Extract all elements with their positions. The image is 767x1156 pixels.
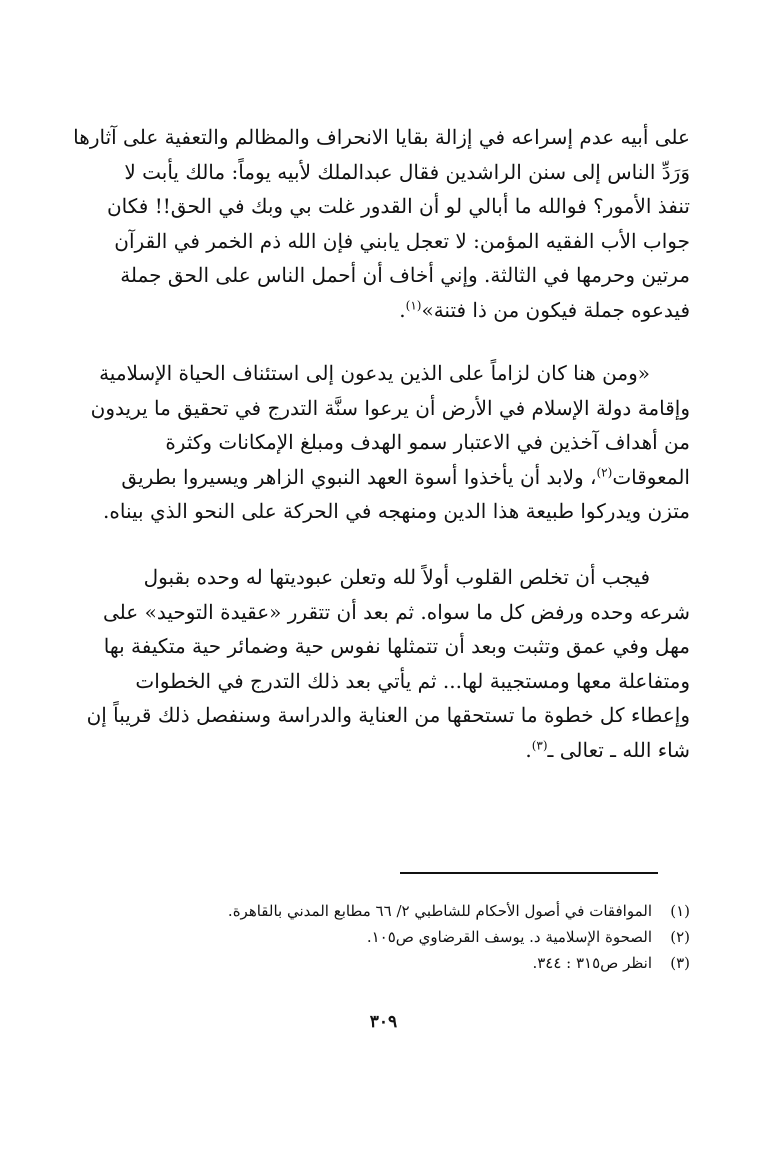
- paragraph-3: [72, 560, 690, 768]
- paragraph-1: [72, 120, 690, 328]
- footnote-ref-2: (٢): [596, 465, 613, 480]
- text-line-last: [72, 733, 690, 768]
- footnote-ref-3: (٣): [531, 738, 548, 753]
- line-rest: ، ولابد أن يأخذوا أسوة العهد النبوي الزاهر ويسيروا بطريق: [121, 464, 597, 489]
- text-line: متزن ويدركوا طبيعة هذا الدين ومنهجه في الحركة على النحو الذي بيناه.: [103, 499, 690, 524]
- text-line: مرتين وحرمها في الثالثة. وإني أخاف أن أحمل الناس على الحق جملة: [120, 263, 690, 288]
- text-line: وإقامة دولة الإسلام في الأرض أن يرعوا سنَّة التدرج في تحقيق ما يريدون: [90, 395, 690, 420]
- text-line: فيجب أن تخلص القلوب أولاً لله وتعلن عبوديتها له وحده بقبول: [143, 565, 650, 589]
- footnote-text: انظر ص٣١٥ : ٣٤٤.: [532, 954, 652, 972]
- footnote-3: [160, 950, 690, 976]
- line-text: شاء الله ـ تعالى ـ: [547, 737, 690, 762]
- footnote-divider: [400, 872, 658, 874]
- text-line: شرعه وحده ورفض كل ما سواه. ثم بعد أن تتقرر «عقيدة التوحيد» على: [103, 599, 690, 624]
- line-tail: .: [399, 297, 406, 322]
- text-line: تنفذ الأمور؟ فوالله ما أبالي لو أن القدور غلت بي وبك في الحق!! فكان: [106, 194, 690, 219]
- text-line-last: [72, 293, 690, 328]
- text-line: ومتفاعلة معها ومستجيبة لها... ثم يأتي بعد ذلك التدرج في الخطوات: [135, 668, 690, 693]
- footnote-number: (١): [670, 902, 690, 920]
- text-line: من أهداف آخذين في الاعتبار سمو الهدف ومبلغ الإمكانات وكثرة: [165, 430, 690, 455]
- footnote-2: [160, 924, 690, 950]
- footnote-number: (٣): [670, 954, 690, 972]
- text-line-with-ref: [72, 460, 690, 495]
- line-tail: .: [525, 737, 532, 762]
- page-number: ٣٠٩: [369, 1012, 398, 1032]
- text-line: جواب الأب الفقيه المؤمن: لا تعجل يابني فإن الله ذم الخمر في القرآن: [114, 228, 690, 253]
- footnote-text: الصحوة الإسلامية د. يوسف القرضاوي ص١٠٥.: [366, 928, 652, 946]
- text-line: وَرَدِّ الناس إلى سنن الراشدين فقال عبدالملك لأبيه يوماً: مالك يأبت لا: [124, 159, 690, 184]
- footnote-ref-1: (١): [405, 298, 422, 313]
- footnote-number: (٢): [670, 928, 690, 946]
- line-text: المعوقات: [612, 464, 690, 489]
- line-text: فيدعوه جملة فيكون من ذا فتنة»: [421, 297, 690, 322]
- footnotes: [160, 898, 690, 976]
- footnote-text: الموافقات في أصول الأحكام للشاطبي ٢/ ٦٦ مطابع المدني بالقاهرة.: [227, 902, 652, 920]
- text-line: مهل وفي عمق وتثبت وبعد أن تتمثلها نفوس حية وضمائر حية متكيفة بها: [103, 634, 690, 659]
- paragraph-2: [72, 356, 690, 529]
- text-line: على أبيه عدم إسراعه في إزالة بقايا الانحراف والمظالم والتعفية على آثارها: [73, 125, 690, 149]
- text-line: «ومن هنا كان لزاماً على الذين يدعون إلى استئناف الحياة الإسلامية: [99, 361, 650, 385]
- text-line: وإعطاء كل خطوة ما تستحقها من العناية والدراسة وسنفصل ذلك قريباً إن: [86, 703, 690, 728]
- footnote-1: [160, 898, 690, 924]
